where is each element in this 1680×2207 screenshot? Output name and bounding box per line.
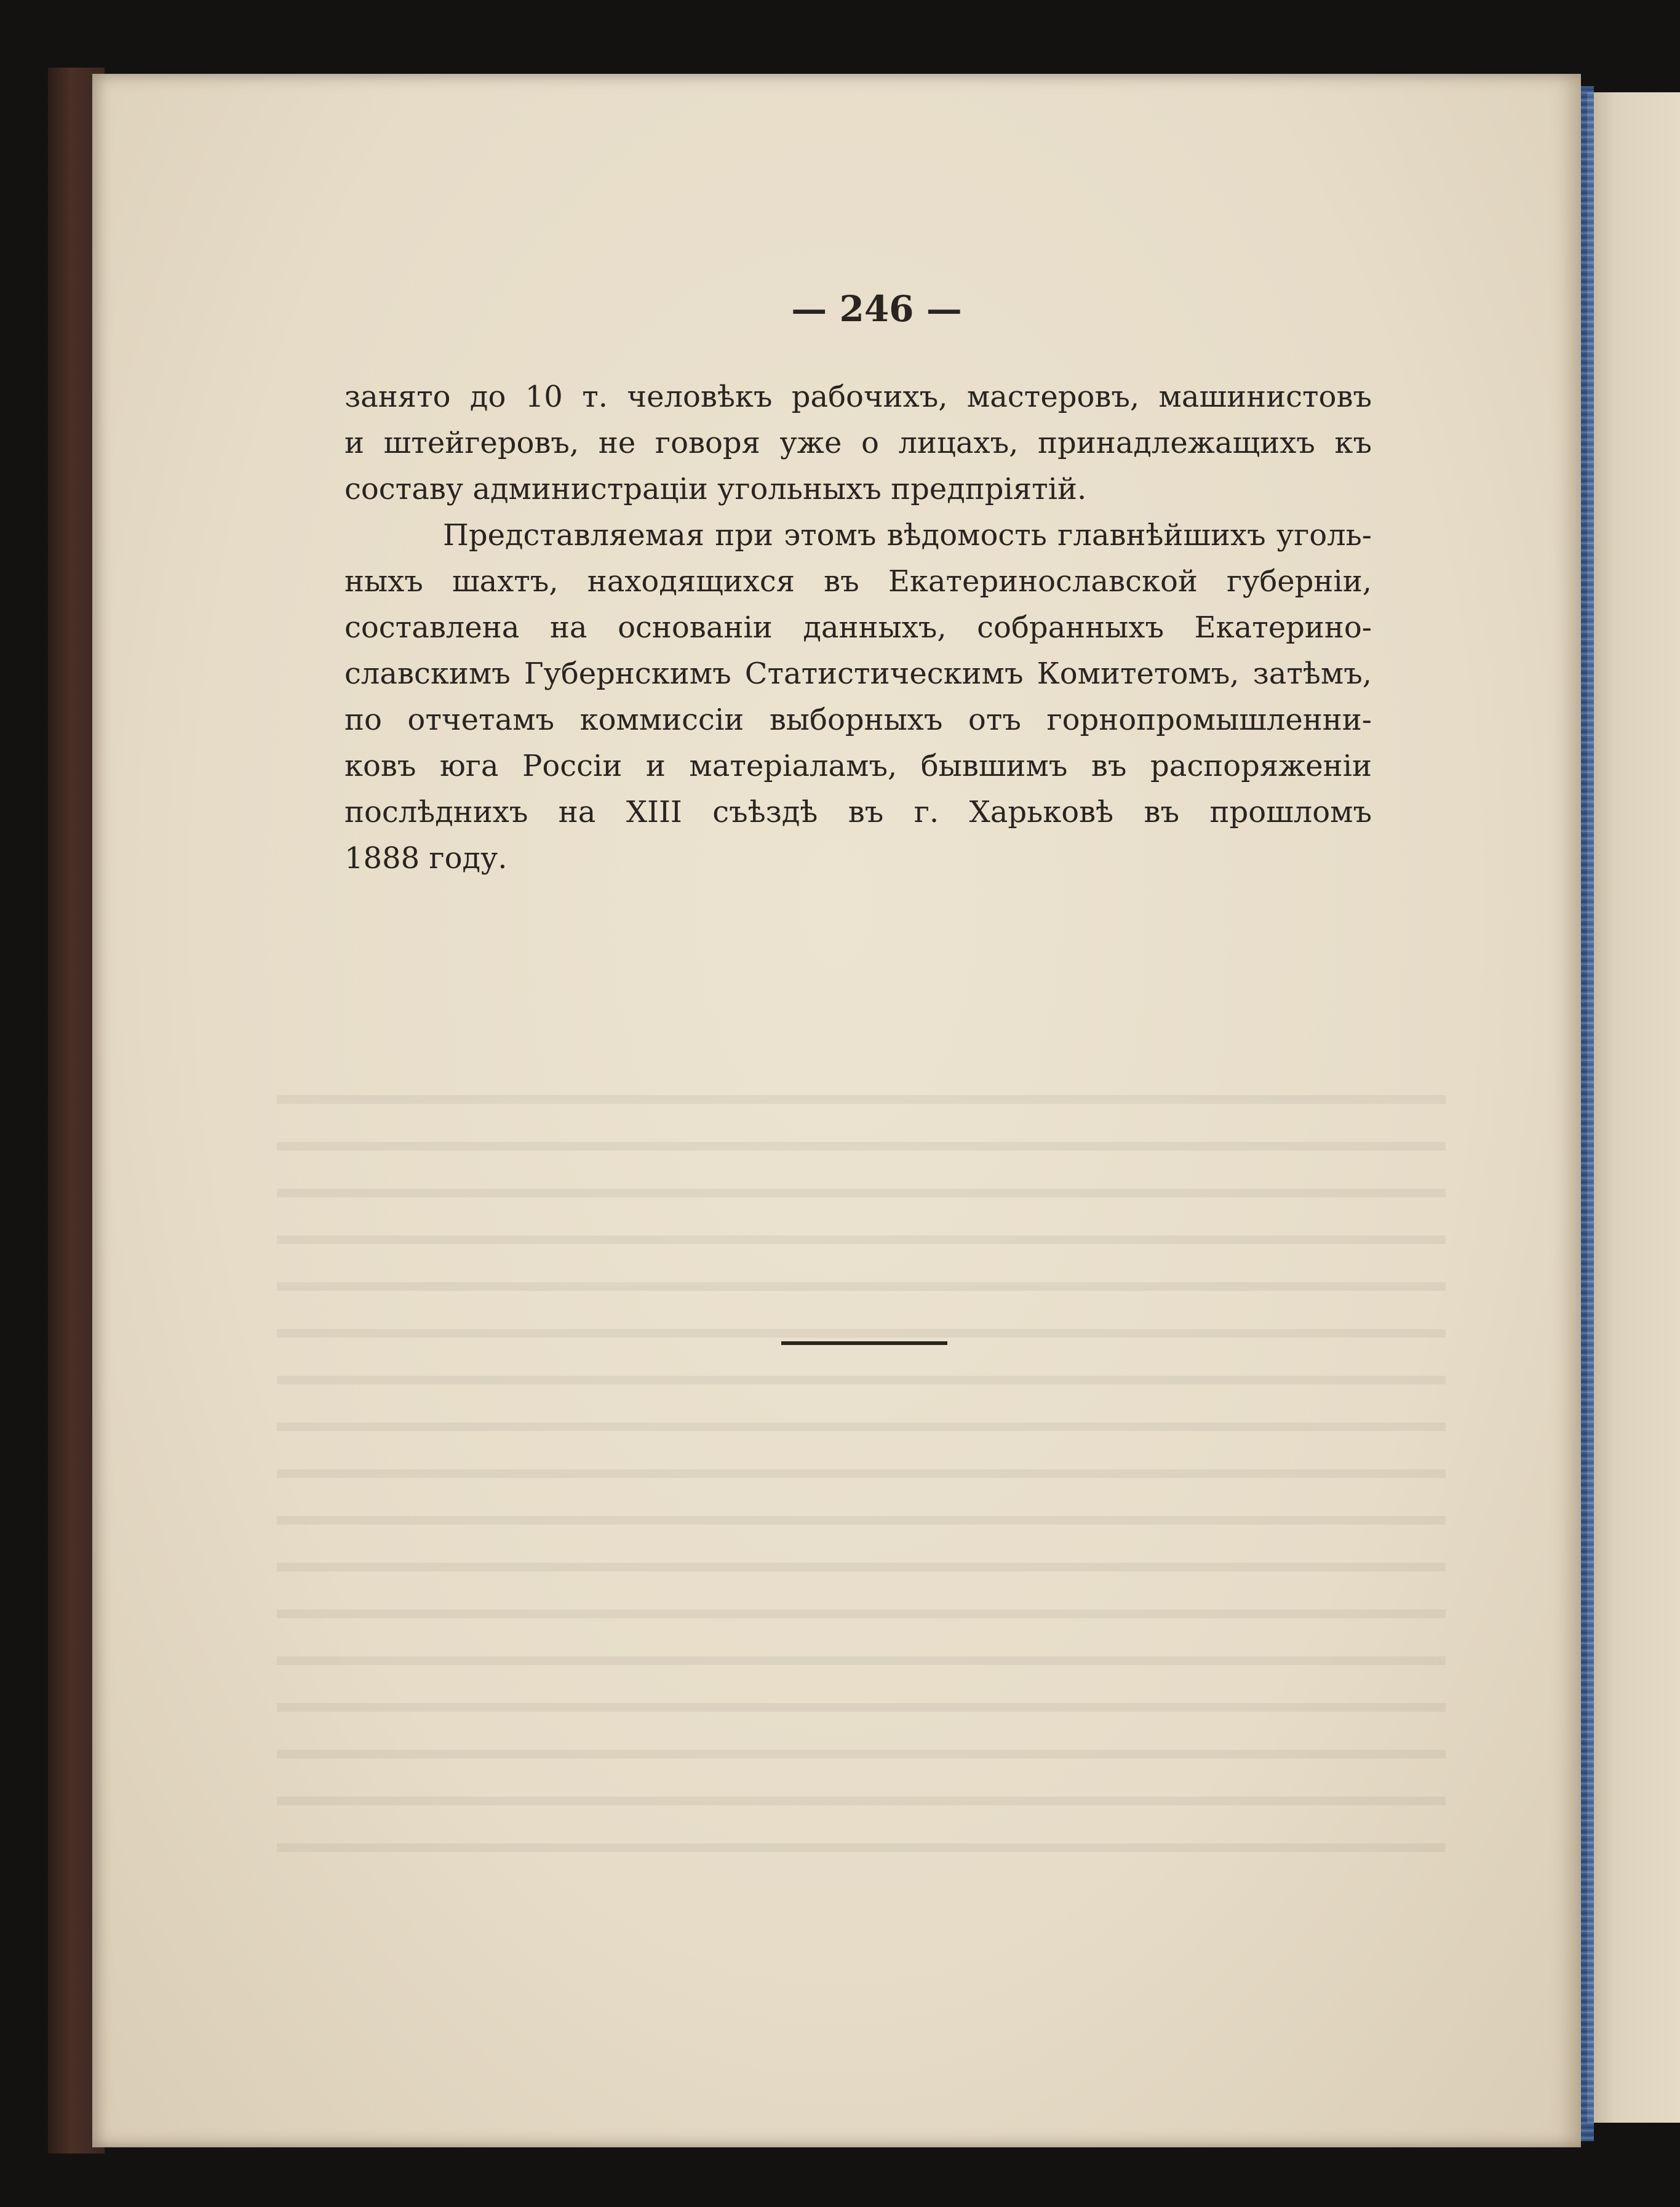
text-line: и штейгеровъ, не говоря уже о лицахъ, принадлежащихъ къ [344,426,1372,460]
text-line: послѣднихъ на XIII съѣздѣ въ г. Харьковѣ въ прошломъ [344,795,1372,829]
text-line: Представляемая при этомъ вѣдомость главнѣйшихъ уголь- [443,518,1372,553]
text-line: занято до 10 т. человѣкъ рабочихъ, мастеровъ, машинистовъ [344,380,1372,414]
section-divider-rule [781,1341,947,1345]
text-line: ковъ юга Россіи и матеріаламъ, бывшимъ въ распоряженіи [344,749,1372,783]
bleed-through-texture [277,1071,1446,1858]
text-line: по отчетамъ коммиссіи выборныхъ отъ горнопромышленни- [344,703,1372,737]
text-line: составу администраціи угольныхъ предпріятій. [344,472,1087,506]
text-line: 1888 году. [344,841,508,876]
page-number: — 246 — [791,288,962,330]
text-line: ныхъ шахтъ, находящихся въ Екатеринославской губерніи, [344,564,1372,599]
body-text [344,374,1372,882]
text-line: славскимъ Губернскимъ Статистическимъ Комитетомъ, затѣмъ, [344,657,1372,691]
text-line: составлена на основаніи данныхъ, собранныхъ Екатерино- [344,610,1372,645]
adjacent-page-edge [1587,92,1680,2123]
